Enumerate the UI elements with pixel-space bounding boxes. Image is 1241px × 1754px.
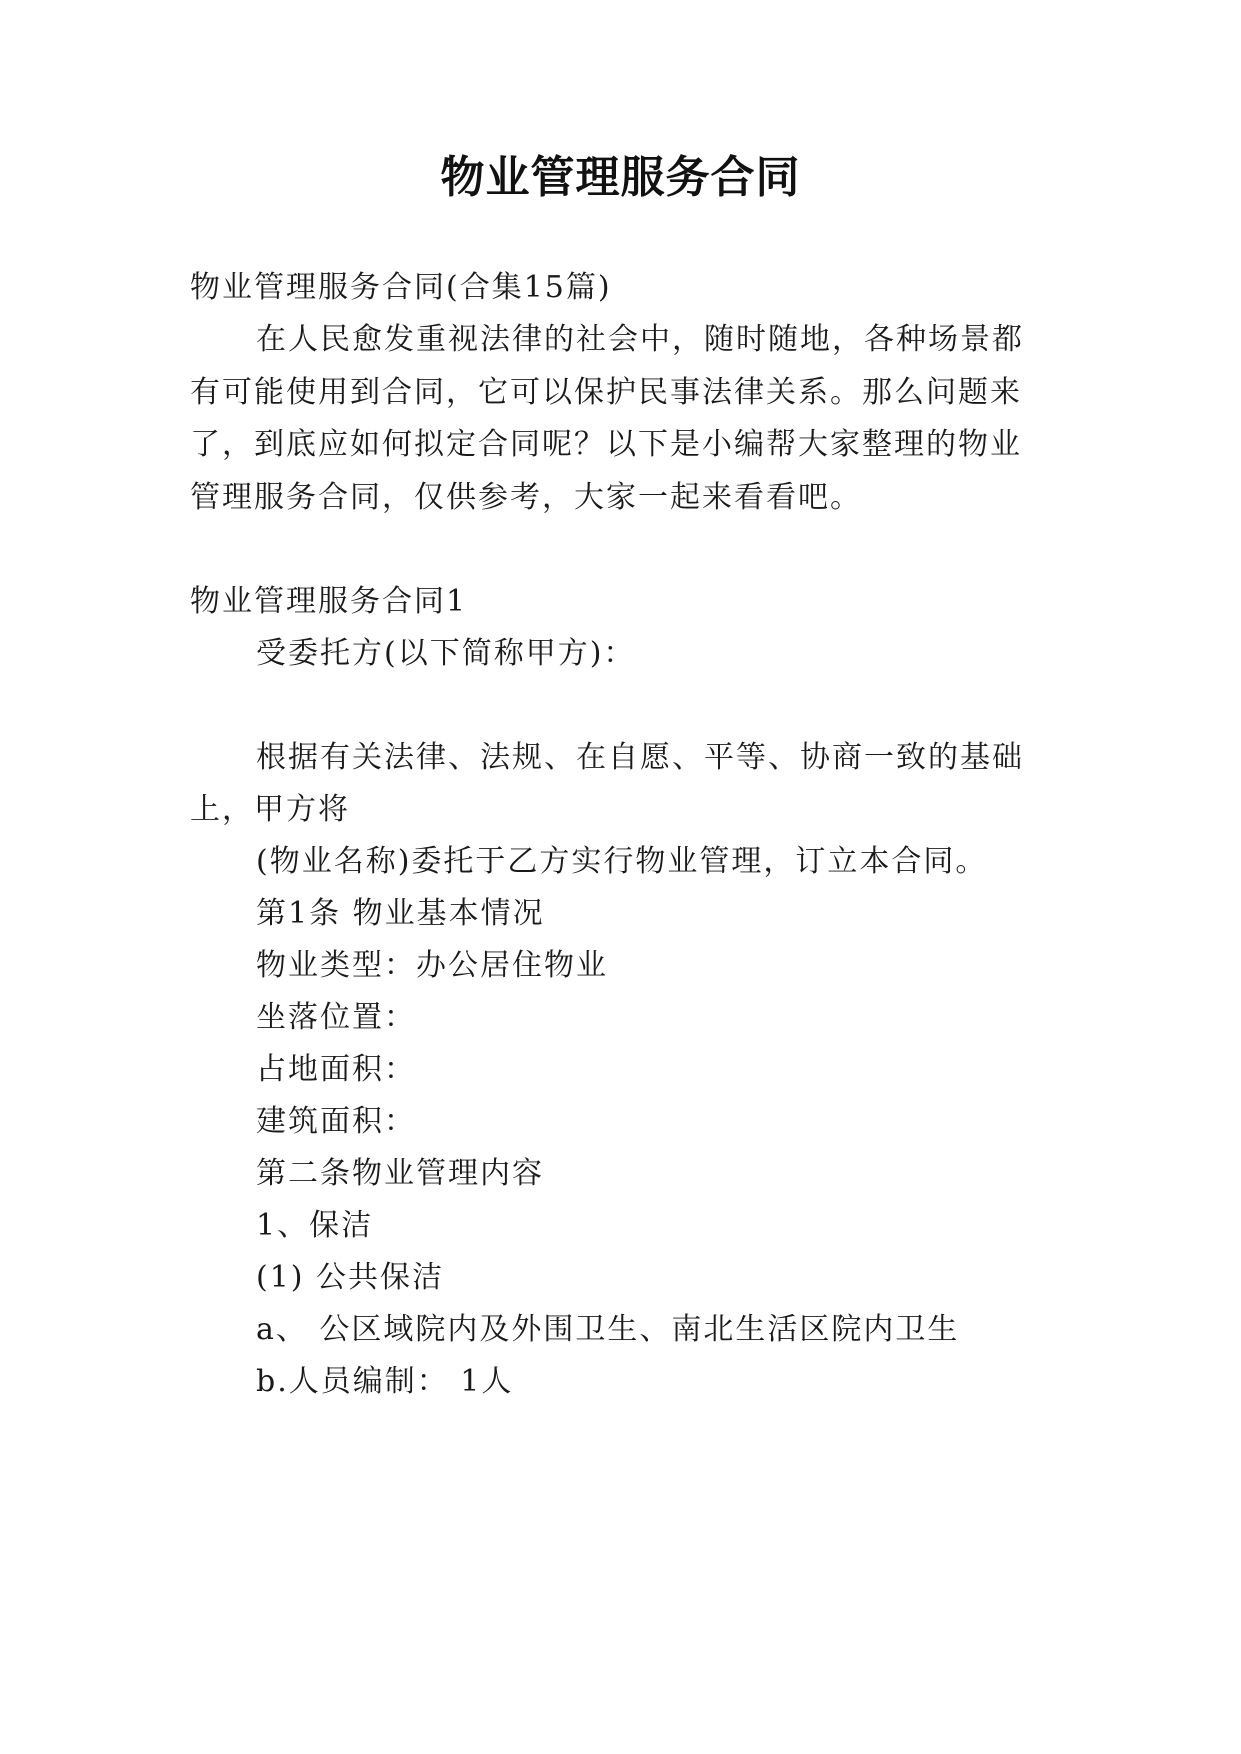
cleaning-subitem: (1) 公共保洁: [256, 1260, 445, 1295]
basis-line-1: 根据有关法律、法规、在自愿、平等、协商一致的基础: [256, 740, 1024, 775]
intro-line-2: 有可能使用到合同，它可以保护民事法律关系。那么问题来: [190, 375, 1022, 410]
intro-line-4: 管理服务合同，仅供参考，大家一起来看看吧。: [190, 480, 862, 515]
property-type: 物业类型：办公居住物业: [256, 948, 608, 983]
property-land-area: 占地面积：: [256, 1052, 416, 1087]
cleaning-item: 1、保洁: [256, 1208, 374, 1243]
cleaning-scope: a、 公区域院内及外围卫生、南北生活区院内卫生: [256, 1312, 960, 1347]
intro-line-3: 了，到底应如何拟定合同呢？以下是小编帮大家整理的物业: [190, 427, 1022, 462]
article-1-heading: 第1条 物业基本情况: [256, 896, 545, 931]
basis-line-3: (物业名称)委托于乙方实行物业管理，订立本合同。: [256, 844, 988, 879]
intro-line-1: 在人民愈发重视法律的社会中，随时随地，各种场景都: [256, 322, 1024, 357]
client-line: 受委托方(以下简称甲方)：: [256, 636, 636, 671]
staffing: b.人员编制： 1人: [256, 1364, 514, 1399]
property-location: 坐落位置：: [256, 1000, 416, 1035]
document-title: 物业管理服务合同: [440, 152, 801, 203]
section-title: 物业管理服务合同1: [190, 584, 468, 619]
article-2-heading: 第二条物业管理内容: [256, 1156, 544, 1191]
document-subtitle: 物业管理服务合同(合集15篇): [190, 270, 612, 305]
basis-line-2: 上，甲方将: [190, 792, 350, 827]
property-building-area: 建筑面积：: [256, 1104, 416, 1139]
